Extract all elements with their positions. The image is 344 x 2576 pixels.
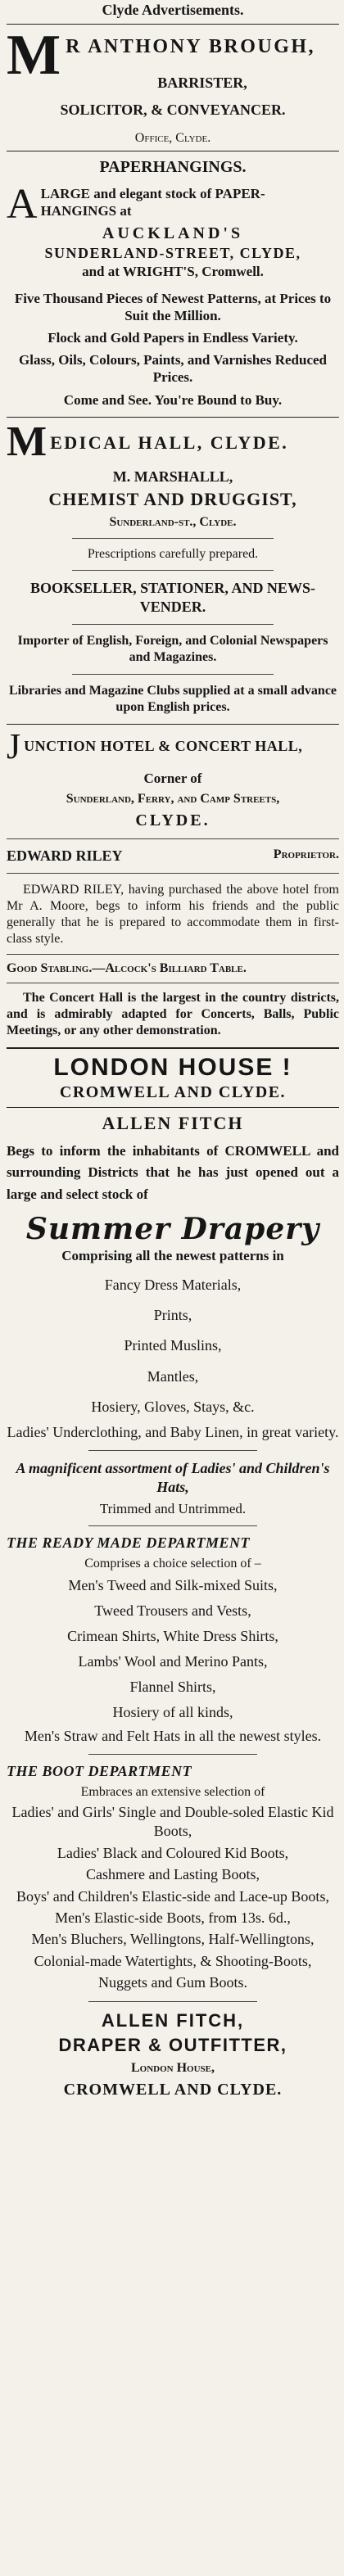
ad-junction-proprietor-line	[7, 847, 339, 865]
ad-london-boot-heading: THE BOOT DEPARTMENT	[7, 1763, 192, 1780]
ad-london-ready-heading: THE READY MADE DEPARTMENT	[7, 1534, 251, 1552]
divider	[88, 1525, 257, 1526]
list-item: Men's Straw and Felt Hats in all the newest styles.	[24, 1727, 322, 1744]
ad-junction-p1: EDWARD RILEY, having purchased the above hotel from Mr A. Moore, begs to inform his friends and the public generally that he is prepared to accommodate them in first-class style.	[7, 883, 339, 946]
ad-junction-p2: Good Stabling.—Alcock's Billiard Table.	[7, 961, 247, 975]
ad-london-hats: A magnificent assortment of Ladies' and Children's Hats,	[16, 1460, 330, 1495]
ad-junction-proprietor-label: Proprietor.	[273, 847, 339, 861]
list-item: Ladies' Underclothing, and Baby Linen, in great variety.	[7, 1423, 339, 1440]
ad-brough-title2: SOLICITOR, & CONVEYANCER.	[60, 102, 286, 118]
ad-medical-hall	[7, 418, 339, 716]
ad-medical-presc: Prescriptions carefully prepared.	[87, 547, 259, 561]
ad-paper-line1: LARGE and elegant stock of PAPER-HANGINGS at	[40, 186, 265, 219]
list-item: Boys' and Children's Elastic-side and Lace-up Boots,	[16, 1887, 329, 1905]
ad-medical-heading: EDICAL HALL, CLYDE.	[50, 432, 289, 453]
list-item: Printed Muslins,	[124, 1337, 222, 1354]
divider	[72, 538, 274, 539]
ad-junction-corner: Corner of	[143, 771, 202, 786]
list-item: Hosiery, Gloves, Stays, &c.	[91, 1398, 255, 1415]
drop-cap: M	[7, 418, 48, 465]
ad-junction-heading: UNCTION HOTEL & CONCERT HALL,	[24, 738, 303, 754]
divider	[7, 724, 339, 725]
list-item: Fancy Dress Materials,	[104, 1277, 242, 1294]
ad-paper-p3: Glass, Oils, Colours, Paints, and Varnishes Reduced Prices.	[19, 351, 327, 385]
ad-london-trimmed: Trimmed and Untrimmed.	[99, 1501, 247, 1517]
list-item: Cashmere and Lasting Boots,	[86, 1866, 260, 1883]
divider	[7, 417, 339, 418]
ad-london-owner: ALLEN FITCH	[102, 1113, 244, 1133]
list-item: Men's Bluchers, Wellingtons, Half-Wellingtons,	[31, 1931, 315, 1948]
divider	[7, 1047, 339, 1049]
divider	[88, 1450, 257, 1451]
ad-london-ready-intro: Comprises a choice selection of –	[84, 1557, 261, 1571]
list-item: Lambs' Wool and Merino Pants,	[78, 1653, 268, 1670]
ad-medical-name: M. MARSHALLL,	[112, 468, 233, 485]
drop-cap: A	[7, 181, 38, 228]
list-item: Ladies' Black and Coloured Kid Boots,	[57, 1844, 289, 1861]
ad-brough-title1: BARRISTER,	[157, 75, 247, 91]
ad-london-intro: Begs to inform the inhabitants of CROMWELL and surrounding Districts that he has just opened out a large and select stock of	[7, 1143, 339, 1202]
divider	[7, 954, 339, 955]
ad-paper-heading: PAPERHANGINGS.	[99, 158, 247, 176]
ad-junction-p3: The Concert Hall is the largest in the country districts, and is admirably adapted for Concerts, Balls, Public Meetings, or any other demonstration.	[7, 991, 339, 1037]
ad-paper-line3: SUNDERLAND-STREET, CLYDE,	[44, 245, 301, 261]
divider	[88, 2001, 257, 2002]
list-item: Flannel Shirts,	[129, 1678, 216, 1695]
list-item: Crimean Shirts, White Dress Shirts,	[67, 1628, 278, 1645]
ad-medical-books: BOOKSELLER, STATIONER, AND NEWS-VENDER.	[30, 580, 315, 615]
ad-junction-hotel	[7, 726, 339, 1039]
divider	[7, 873, 339, 874]
ad-paper-p2: Flock and Gold Papers in Endless Variety.	[48, 329, 298, 346]
drop-cap: J	[7, 726, 21, 766]
ad-paper-p1: Five Thousand Pieces of Newest Patterns, at Prices to Suit the Million.	[14, 291, 332, 324]
ad-london-footer-town: CROMWELL AND CLYDE.	[63, 2080, 283, 2099]
list-item: Tweed Trousers and Vests,	[94, 1602, 251, 1620]
list-item: Mantles,	[147, 1367, 199, 1385]
ad-london-house	[7, 1054, 339, 2099]
list-item: Colonial-made Watertights, & Shooting-Boots,	[34, 1952, 312, 1969]
ad-brough	[7, 24, 339, 120]
ad-medical-title: CHEMIST AND DRUGGIST,	[48, 489, 297, 509]
ad-paper-line4: and at WRIGHT'S, Cromwell.	[82, 264, 264, 279]
divider	[88, 1754, 257, 1755]
divider	[72, 624, 274, 625]
divider	[72, 674, 274, 675]
ad-london-comprising: Comprising all the newest patterns in	[61, 1248, 284, 1264]
ad-london-footer-trade: DRAPER & OUTFITTER,	[58, 2034, 287, 2055]
ad-medical-libraries: Libraries and Magazine Clubs supplied at a small advance upon English prices.	[8, 684, 337, 714]
ad-london-footer-house: London House,	[130, 2060, 215, 2075]
ad-london-ready-items	[7, 1575, 339, 1746]
list-item: Hosiery of all kinds,	[112, 1703, 233, 1720]
ad-london-summer: Summer Drapery	[25, 1212, 320, 1247]
ad-brough-office: Office, Clyde.	[134, 131, 211, 145]
list-item: Men's Tweed and Silk-mixed Suits,	[68, 1577, 278, 1594]
ad-paperhangings	[7, 158, 339, 409]
ad-london-boot-intro: Embraces an extensive selection of	[80, 1785, 265, 1800]
divider	[72, 570, 274, 571]
ad-medical-address: Sunderland-st., Clyde.	[109, 515, 237, 529]
ad-london-heading: LONDON HOUSE !	[53, 1054, 292, 1081]
ad-junction-proprietor-name: EDWARD RILEY	[7, 847, 123, 864]
ad-london-sub: CROMWELL AND CLYDE.	[59, 1083, 287, 1101]
ad-paper-line2: AUCKLAND'S	[102, 224, 244, 242]
ad-london-footer-name: ALLEN FITCH,	[101, 2009, 245, 2031]
divider	[7, 838, 339, 839]
ad-junction-town: CLYDE.	[135, 811, 210, 829]
ad-paper-p4: Come and See. You're Bound to Buy.	[63, 392, 283, 408]
list-item: Men's Elastic-side Boots, from 13s. 6d.,	[55, 1909, 291, 1927]
list-item: Nuggets and Gum Boots.	[98, 1974, 247, 1991]
list-item: Ladies' and Girls' Single and Double-soled Elastic Kid Boots,	[11, 1804, 334, 1840]
divider	[7, 1107, 339, 1108]
list-item: Prints,	[153, 1307, 192, 1324]
page-header: Clyde Advertisements.	[102, 2, 244, 18]
ad-london-items	[7, 1271, 339, 1442]
drop-cap: M	[7, 24, 61, 87]
ad-medical-importer: Importer of English, Foreign, and Colonial Newspapers and Magazines.	[17, 634, 328, 664]
ad-london-boot-items	[7, 1803, 339, 1993]
ad-junction-streets: Sunderland, Ferry, and Camp Streets,	[66, 792, 280, 806]
ad-brough-name: R ANTHONY BROUGH,	[66, 36, 316, 57]
